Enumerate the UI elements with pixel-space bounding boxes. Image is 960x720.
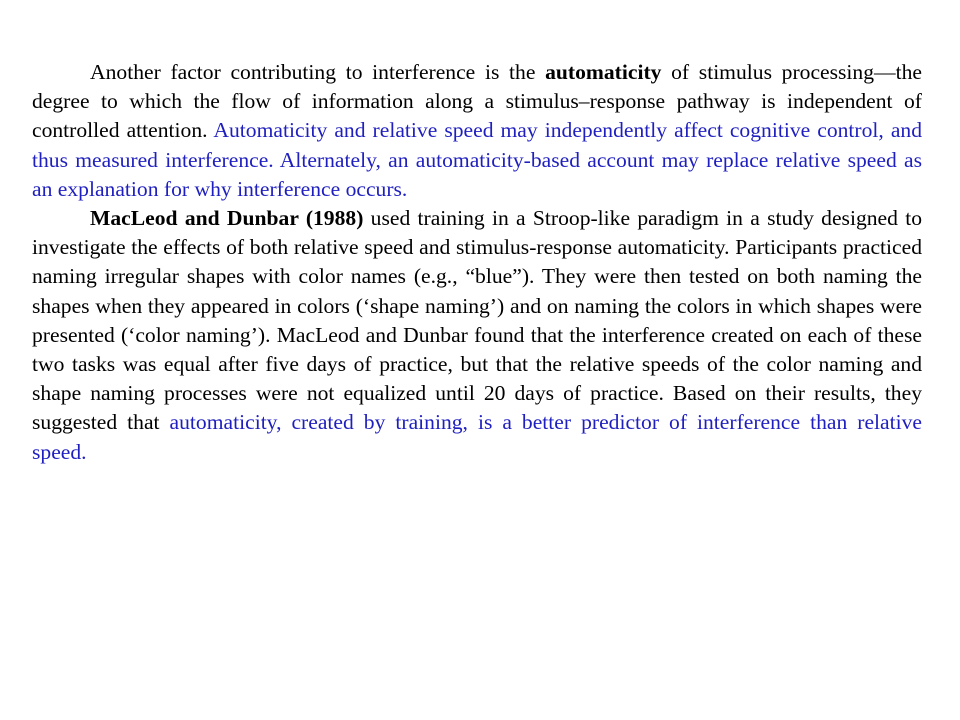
paragraph-macleod-dunbar (32, 204, 922, 467)
automaticity-term: automaticity (545, 60, 662, 84)
paragraph-2-run-2: used training in a Stroop-like paradigm in a study designed to investigate the effects of both relative speed and stimulus-response automaticity. Participants practiced naming irregular shapes with color names (e.g., “blue”). They were then tested on both naming the shapes when they appeared in colors (‘shape naming’) and on naming the colors in which shapes were presented (‘color naming’). MacLeod and Dunbar found that the interference created on each of these two tasks was equal after five days of practice, but that the relative speeds of the color naming and shape naming processes were not equalized until 20 days of practice. Based on their results, they suggested that (32, 206, 922, 435)
paragraph-1-run-1: Another factor contributing to interference is the (90, 60, 546, 84)
slide-body (32, 58, 922, 467)
citation-macleod-dunbar: MacLeod and Dunbar (1988) (90, 206, 364, 231)
highlighted-claim-1: Automaticity and relative speed may independently affect cognitive control, and thus measured interference. Alternately, an automaticity-based account may replace relative speed as an explanation for why interference occurs. (32, 118, 923, 201)
highlighted-claim-2: automaticity, created by training, is a better predictor of interference than relative speed. (32, 410, 923, 464)
paragraph-1-run-3: of stimulus processing—the degree to which the flow of information along a stimulus–response pathway is independent of controlled attention. (32, 60, 922, 143)
paragraph-automaticity (32, 58, 922, 204)
